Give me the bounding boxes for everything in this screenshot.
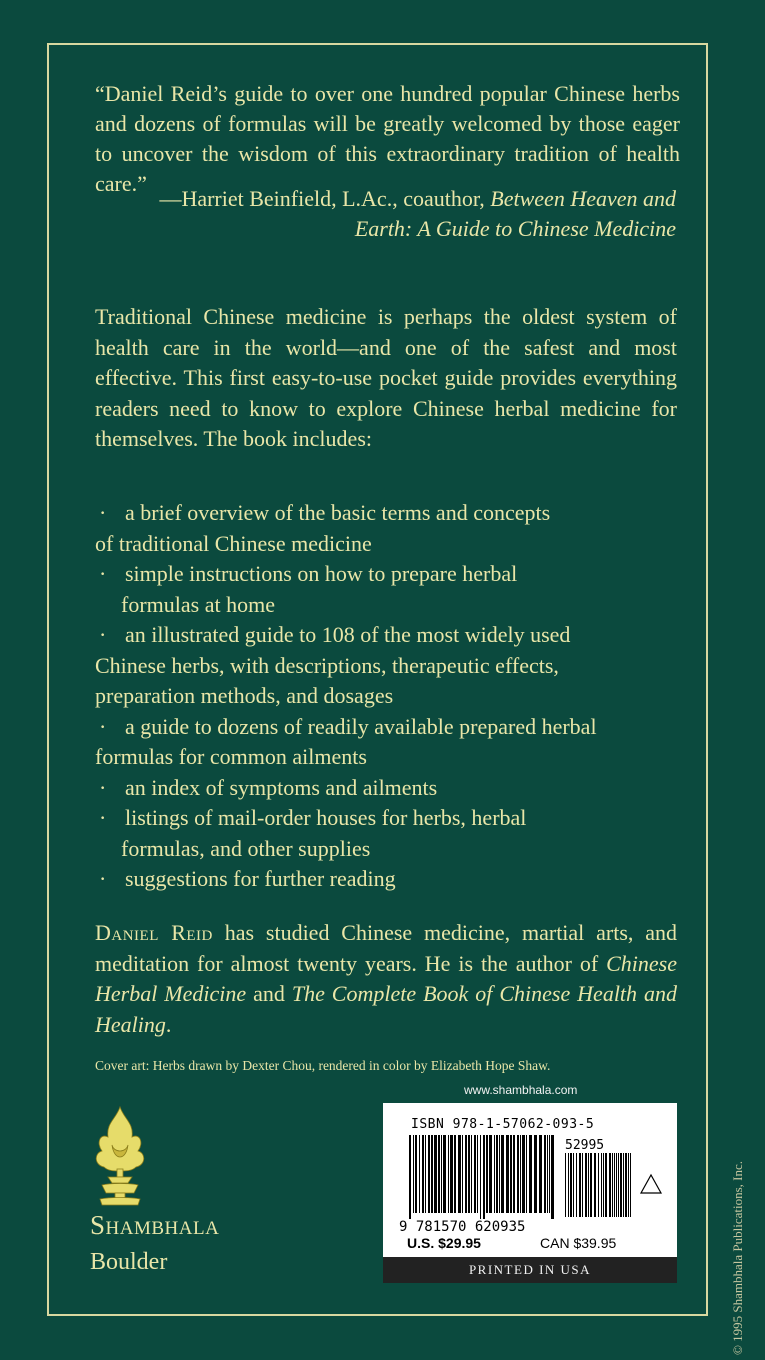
endorsement-quote: “Daniel Reid’s guide to over one hundred popular Chinese herbs and dozens of formulas will be greatly welcomed by those eager to uncover the wisdom of this extraordinary tradition of health care.” (95, 81, 680, 196)
publisher-city: Boulder (90, 1249, 168, 1275)
author-book-1: Chinese Herbal Medicine (95, 950, 677, 1006)
barcode-addon: 52995 (565, 1138, 605, 1153)
list-item: · simple instructions on how to prepare herbal formulas at home (99, 561, 518, 617)
attribution-role: , L.Ac., coauthor, (331, 186, 491, 211)
printed-in-usa: PRINTED IN USA (383, 1257, 677, 1283)
author-name: Daniel Reid (95, 920, 213, 945)
list-item: · a guide to dozens of readily available prepared herbal formulas for common ailments (95, 713, 597, 769)
publisher-website: www.shambhala.com (464, 1083, 578, 1097)
price-us: U.S. $29.95 (407, 1235, 481, 1251)
list-item: · a brief overview of the basic terms and concepts of traditional Chinese medicine (95, 500, 551, 556)
author-bio: Daniel Reid has studied Chinese medicine, martial arts, and meditation for almost twenty years. He is the author of Chinese Herbal Medicine and The Complete Book of Chinese Health and Healing. (95, 920, 678, 1037)
author-book-2: The Complete Book of Chinese Health and Healing (95, 981, 678, 1037)
barcode-icon (395, 1135, 667, 1233)
list-item: · an illustrated guide to 108 of the most widely used Chinese herbs, with descriptions, therapeutic effects, preparation methods, and dosages (95, 622, 571, 708)
publisher-name: Shambhala (90, 1210, 220, 1240)
isbn-text: ISBN 978-1-57062-093-5 (411, 1117, 595, 1132)
shambhala-logo-icon (88, 1105, 152, 1210)
cover-art-credit: Cover art: Herbs drawn by Dexter Chou, rendered in color by Elizabeth Hope Shaw. (95, 1058, 551, 1073)
endorsement-attribution (88, 184, 676, 244)
attribution-book-line2: Earth: A Guide to Chinese Medicine (354, 216, 676, 241)
list-item: · listings of mail-order houses for herbs, herbal formulas, and other supplies (99, 805, 527, 861)
list-item: · an index of symptoms and ailments (99, 774, 438, 800)
price-can: CAN $39.95 (540, 1235, 617, 1251)
book-description: Traditional Chinese medicine is perhaps the oldest system of health care in the world—and one of the safest and most effective. This first easy-to-use pocket guide provides everything readers need to know to explore Chinese herbal medicine for themselves. The book includes: (95, 304, 677, 451)
attribution-name: —Harriet Beinfield (159, 186, 332, 211)
list-item: · suggestions for further reading (99, 866, 396, 891)
barcode-panel (383, 1103, 677, 1283)
copyright-notice: © 1995 Shambhala Publications, Inc. (730, 1160, 745, 1355)
feature-list (95, 498, 680, 895)
barcode-digits: 9 781570 620935 (399, 1219, 526, 1233)
attribution-book-line1: Between Heaven and (490, 186, 676, 211)
